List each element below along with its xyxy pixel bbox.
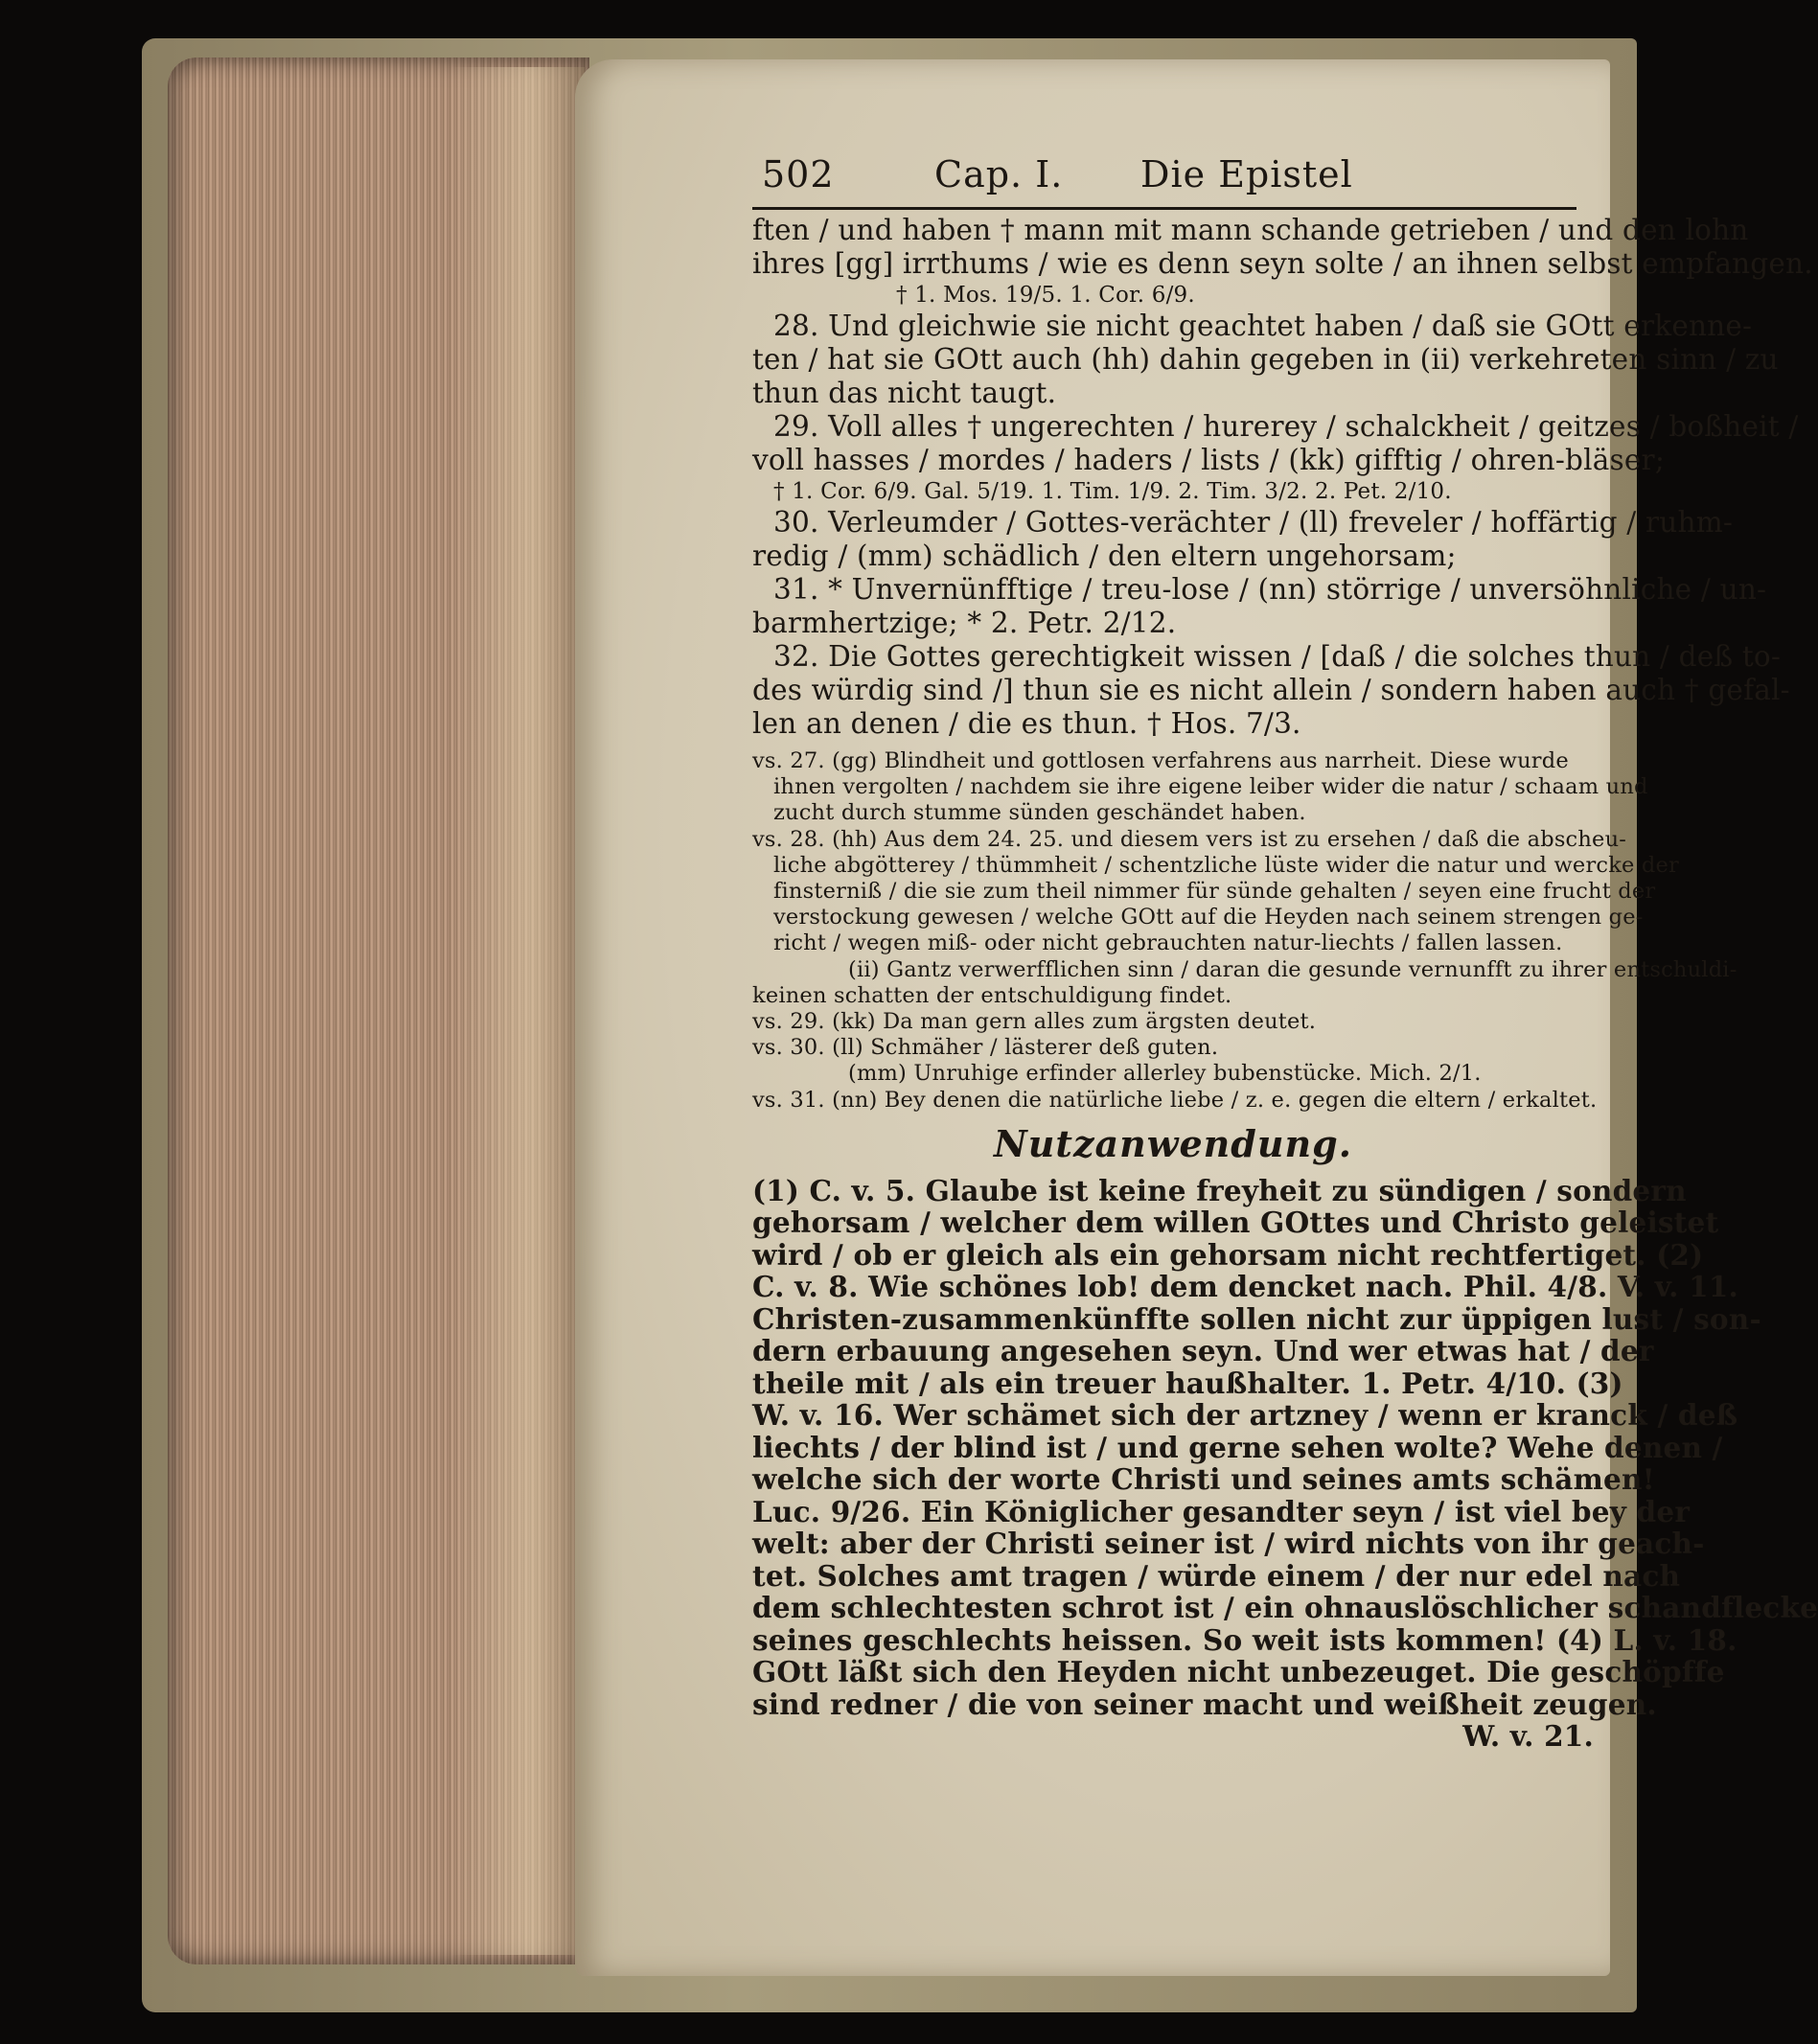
verse-line: 28. Und gleichwie sie nicht geachtet haben / daß sie GOtt erkenne- <box>773 310 1753 342</box>
application-line: welche sich der worte Christi und seines amts schämen! <box>752 1462 1655 1497</box>
footnote-line: (ii) Gantz verwerfflichen sinn / daran die gesunde vernunfft zu ihrer entschuldi- <box>848 956 1737 982</box>
page-edges-highlight <box>450 67 585 1955</box>
verse-line: barmhertzige; * 2. Petr. 2/12. <box>752 607 1177 639</box>
footnote-line: vs. 31. (nn) Bey denen die natürliche liebe / z. e. gegen die eltern / erkaltet. <box>752 1087 1598 1113</box>
application-line: seines geschlechts heissen. So weit ists kommen! (4) L. v. 18. <box>752 1622 1737 1657</box>
application-line: dem schlechtesten schrot ist / ein ohnauslöschlicher schandflecke <box>752 1591 1818 1625</box>
application-line: tet. Solches amt tragen / würde einem / der nur edel nach <box>752 1558 1681 1593</box>
verse-line: ften / und haben † mann mit mann schande getrieben / und den lohn <box>752 214 1749 246</box>
application-block <box>752 1173 1818 1721</box>
footnote-line: vs. 28. (hh) Aus dem 24. 25. und diesem vers ist zu ersehen / daß die abscheu- <box>752 826 1627 852</box>
book-page <box>575 59 1818 1976</box>
chapter-label: Cap. I. <box>934 153 1064 195</box>
verse-block <box>752 214 1813 741</box>
verse-line: thun das nicht taugt. <box>752 377 1057 409</box>
application-line: C. v. 8. Wie schönes lob! dem dencket nach. Phil. 4/8. V. v. 11. <box>752 1270 1739 1304</box>
running-header <box>752 153 1594 205</box>
page-content <box>752 153 1818 1754</box>
footnote-line: vs. 27. (gg) Blindheit und gottlosen verfahrens aus narrheit. Diese wurde <box>752 748 1569 773</box>
catchword: W. v. 21. <box>1462 1719 1594 1754</box>
verse-line: ihres [gg] irrthums / wie es denn seyn solte / an ihnen selbst empfangen. <box>752 247 1813 280</box>
page-title: Die Epistel <box>1140 153 1353 195</box>
verse-line: voll hasses / mordes / haders / lists / (kk) gifftig / ohren-bläser; <box>752 444 1665 476</box>
application-line: welt: aber der Christi seiner ist / wird nichts von ihr geach- <box>752 1527 1705 1561</box>
footnote-line: finsterniß / die sie zum theil nimmer für sünde gehalten / seyen eine frucht der <box>773 879 1656 905</box>
footnote-block <box>752 748 1737 1114</box>
footnote-line: richt / wegen miß- oder nicht gebrauchten natur-liechts / fallen lassen. <box>773 930 1563 956</box>
application-line: Luc. 9/26. Ein Königlicher gesandter seyn / ist viel bey der <box>752 1494 1691 1528</box>
footnote-line: vs. 30. (ll) Schmäher / lästerer deß guten. <box>752 1035 1219 1061</box>
verse-line: ten / hat sie GOtt auch (hh) dahin gegeben in (ii) verkehreten sinn / zu <box>752 343 1779 376</box>
verse-line: 29. Voll alles † ungerechten / hurerey / schalckheit / geitzes / boßheit / <box>773 410 1799 443</box>
verse-line: 30. Verleumder / Gottes-verächter / (ll) freveler / hoffärtig / ruhm- <box>773 506 1734 539</box>
verse-line: des würdig sind /] thun sie es nicht allein / sondern haben auch † gefal- <box>752 674 1790 706</box>
application-line: GOtt läßt sich den Heyden nicht unbezeuget. Die geschöpffe <box>752 1655 1725 1689</box>
verse-line: † 1. Mos. 19/5. 1. Cor. 6/9. <box>896 283 1195 308</box>
application-line: theile mit / als ein treuer haußhalter. 1. Petr. 4/10. (3) <box>752 1366 1623 1400</box>
application-line: sind redner / die von seiner macht und weißheit zeugen. <box>752 1687 1657 1721</box>
application-line: W. v. 16. Wer schämet sich der artzney / wenn er kranck / deß <box>752 1398 1738 1433</box>
footnote-line: vs. 29. (kk) Da man gern alles zum ärgsten deutet. <box>752 1009 1317 1035</box>
verse-line: redig / (mm) schädlich / den eltern ungehorsam; <box>752 540 1457 572</box>
verse-line: † 1. Cor. 6/9. Gal. 5/19. 1. Tim. 1/9. 2. Tim. 3/2. 2. Pet. 2/10. <box>773 479 1452 504</box>
application-line: (1) C. v. 5. Glaube ist keine freyheit zu sündigen / sondern <box>752 1173 1687 1207</box>
footnote-line: liche abgötterey / thümmheit / schentzliche lüste wider die natur und wercke der <box>773 852 1679 878</box>
application-line: Christen-zusammenkünffte sollen nicht zur üppigen lust / son- <box>752 1301 1761 1336</box>
footnote-line: keinen schatten der entschuldigung findet. <box>752 982 1232 1008</box>
verse-line: len an denen / die es thun. † Hos. 7/3. <box>752 707 1301 740</box>
footnote-line: (mm) Unruhige erfinder allerley bubenstücke. Mich. 2/1. <box>848 1061 1482 1087</box>
application-line: wird / ob er gleich als ein gehorsam nicht rechtfertiget. (2) <box>752 1237 1704 1272</box>
footnote-line: ihnen vergolten / nachdem sie ihre eigene leiber wider die natur / schaam und <box>773 774 1648 800</box>
page-number: 502 <box>762 153 835 195</box>
footnote-line: verstockung gewesen / welche GOtt auf die Heyden nach seinem strengen ge- <box>773 905 1644 930</box>
verse-line: 32. Die Gottes gerechtigkeit wissen / [daß / die solches thun / deß to- <box>773 640 1782 673</box>
application-line: liechts / der blind ist / und gerne sehen wolte? Wehe denen / <box>752 1430 1723 1464</box>
section-heading: Nutzanwendung. <box>994 1121 1352 1165</box>
verse-line: 31. * Unvernünfftige / treu-lose / (nn) störrige / unversöhnliche / un- <box>773 573 1767 606</box>
application-line: gehorsam / welcher dem willen GOttes und Christo geleistet <box>752 1206 1719 1240</box>
footnote-line: zucht durch stumme sünden geschändet haben. <box>773 800 1306 826</box>
application-line: dern erbauung angesehen seyn. Und wer etwas hat / der <box>752 1334 1654 1368</box>
header-rule <box>752 207 1576 210</box>
